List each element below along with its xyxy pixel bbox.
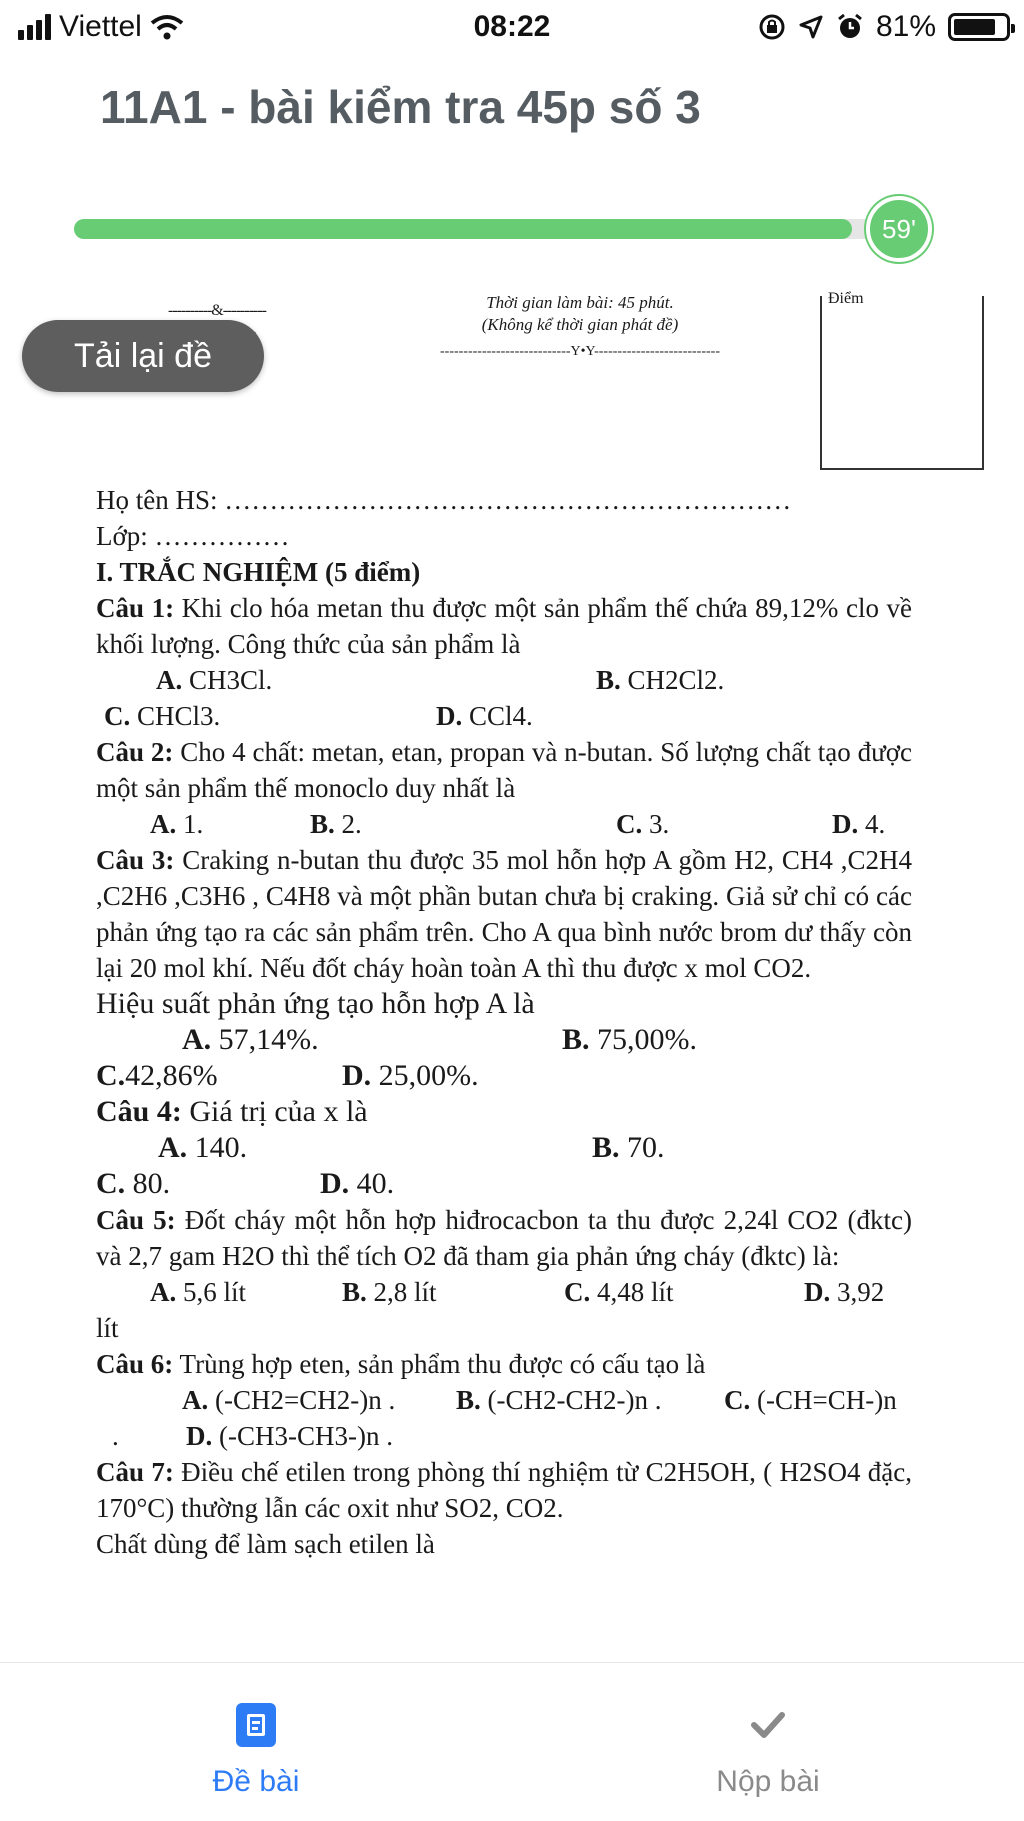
question-label: Câu 7:	[96, 1457, 174, 1487]
question-3-options-2	[96, 1058, 912, 1094]
option-a[interactable]: A. 57,14%.	[182, 1023, 319, 1056]
option-c[interactable]: C. 4,48 lít	[564, 1277, 674, 1307]
header-decoration: ----------&----------	[168, 302, 267, 319]
student-class-line: Lớp: ……………	[96, 521, 290, 551]
option-b[interactable]: B. CH2Cl2.	[596, 665, 725, 695]
option-d[interactable]: D. (-CH3-CH3-)n .	[186, 1421, 393, 1451]
score-box	[820, 290, 984, 470]
option-c[interactable]: C. (-CH=CH-)n	[724, 1385, 897, 1415]
question-text: Craking n-butan thu được 35 mol hỗn hợp A gồm H2, CH4 ,C2H4 ,C2H6 ,C3H6 , C4H8 và một phần butan chưa bị craking. Giả sử chỉ có các phản ứng tạo ra các sản phẩm trên. Cho A qua bình nước brom dư thấy còn lại 20 mol khí. Nếu đốt cháy hoàn toàn A thì thu được x mol CO2.	[96, 845, 912, 983]
tab-submit[interactable]	[512, 1663, 1024, 1821]
alarm-icon	[836, 13, 864, 41]
rotation-lock-icon	[758, 13, 786, 41]
question-text: Giá trị của x là	[181, 1095, 368, 1128]
reload-exam-button[interactable]: Tải lại đề	[22, 320, 264, 392]
option-d[interactable]: D. CCl4.	[436, 701, 533, 731]
score-label: Điểm	[828, 290, 864, 307]
carrier-label: Viettel	[59, 10, 142, 43]
tab-exam-label: Đề bài	[212, 1765, 300, 1798]
exam-time	[440, 292, 720, 336]
option-a[interactable]: A. (-CH2=CH2-)n .	[182, 1385, 396, 1415]
header-divider: ----------------------------Y•Y---------------------------	[440, 344, 720, 359]
option-bullet: .	[112, 1421, 119, 1451]
question-4-options	[96, 1130, 912, 1166]
question-5-option-d-continued: lít	[96, 1313, 119, 1343]
exam-content	[96, 482, 912, 1559]
question-3-prompt: Hiệu suất phản ứng tạo hỗn hợp A là	[96, 987, 535, 1020]
timer-progress-bar	[74, 219, 884, 239]
option-b[interactable]: B. 70.	[592, 1131, 665, 1164]
status-time: 08:22	[473, 10, 551, 43]
status-bar	[0, 0, 1024, 56]
question-6	[96, 1346, 912, 1382]
question-label: Câu 5:	[96, 1205, 176, 1235]
checkmark-icon	[748, 1703, 788, 1747]
option-c[interactable]: C. 3.	[616, 809, 670, 839]
question-7	[96, 1454, 912, 1526]
option-a[interactable]: A. 5,6 lít	[150, 1277, 247, 1307]
option-b[interactable]: B. (-CH2-CH2-)n .	[456, 1385, 662, 1415]
timer-badge: 59'	[866, 196, 932, 262]
option-b[interactable]: B. 2,8 lít	[342, 1277, 437, 1307]
question-text: Đốt cháy một hỗn hợp hiđrocacbon ta thu được 2,24l CO2 (đktc) và 2,7 gam H2O thì thể tích O2 đã tham gia phản ứng cháy (đktc) là:	[96, 1205, 912, 1271]
question-1-options-2	[96, 698, 912, 734]
option-a[interactable]: A. 1.	[150, 809, 204, 839]
question-label: Câu 6:	[96, 1349, 174, 1379]
question-3-options	[96, 1022, 912, 1058]
question-5	[96, 1202, 912, 1274]
exam-document[interactable]	[0, 286, 1024, 1662]
exam-time-line2: (Không kể thời gian phát đề)	[481, 315, 679, 334]
question-label: Câu 1:	[96, 593, 175, 623]
question-3	[96, 842, 912, 986]
option-a[interactable]: A. 140.	[158, 1131, 248, 1164]
document-icon	[236, 1703, 276, 1747]
location-arrow-icon	[798, 14, 824, 40]
bottom-nav	[0, 1662, 1024, 1820]
option-c[interactable]: C. 80.	[96, 1167, 171, 1200]
question-text: Điều chế etilen trong phòng thí nghiệm từ C2H5OH, ( H2SO4 đặc, 170°C) thường lẫn các oxit như SO2, CO2.	[96, 1457, 912, 1523]
question-6-options	[96, 1382, 912, 1418]
question-4-options-2	[96, 1166, 912, 1202]
question-5-options	[96, 1274, 912, 1310]
question-7-partial-line: Chất dùng để làm sạch etilen là	[96, 1529, 435, 1559]
question-text: Khi clo hóa metan thu được một sản phẩm thế chứa 89,12% clo về khối lượng. Công thức của sản phẩm là	[96, 593, 912, 659]
student-name-line: Họ tên HS: ………………………………………………………	[96, 485, 792, 515]
question-label: Câu 4:	[96, 1095, 182, 1128]
question-2-options	[96, 806, 912, 842]
status-right	[758, 10, 1010, 44]
tab-submit-label: Nộp bài	[716, 1765, 820, 1798]
timer-progress-fill	[74, 219, 852, 239]
option-d[interactable]: D. 3,92	[804, 1277, 885, 1307]
option-d[interactable]: D. 40.	[320, 1167, 395, 1200]
question-1	[96, 590, 912, 662]
question-6-options-2	[96, 1418, 912, 1454]
battery-percent: 81%	[875, 10, 936, 43]
question-4	[96, 1094, 912, 1130]
page-title: 11A1 - bài kiểm tra 45p số 3	[100, 81, 701, 133]
option-c[interactable]: C.42,86%	[96, 1059, 218, 1092]
exam-header	[0, 286, 1024, 476]
question-label: Câu 2:	[96, 737, 174, 767]
exam-time-line1: Thời gian làm bài: 45 phút.	[486, 293, 674, 312]
option-b[interactable]: B. 75,00%.	[562, 1023, 698, 1056]
question-2	[96, 734, 912, 806]
question-label: Câu 3:	[96, 845, 175, 875]
option-d[interactable]: D. 4.	[832, 809, 886, 839]
tab-exam[interactable]	[0, 1663, 512, 1821]
question-1-options	[96, 662, 912, 698]
option-c[interactable]: C. CHCl3.	[104, 701, 221, 731]
battery-icon	[948, 13, 1010, 41]
question-text: Trùng hợp eten, sản phẩm thu được có cấu tạo là	[173, 1349, 706, 1379]
battery-level	[954, 19, 995, 35]
option-d[interactable]: D. 25,00%.	[342, 1059, 479, 1092]
section-title: I. TRẮC NGHIỆM (5 điểm)	[96, 557, 421, 587]
option-a[interactable]: A. CH3Cl.	[156, 665, 273, 695]
option-b[interactable]: B. 2.	[310, 809, 362, 839]
question-text: Cho 4 chất: metan, etan, propan và n-butan. Số lượng chất tạo được một sản phẩm thế monoclo duy nhất là	[96, 737, 912, 803]
